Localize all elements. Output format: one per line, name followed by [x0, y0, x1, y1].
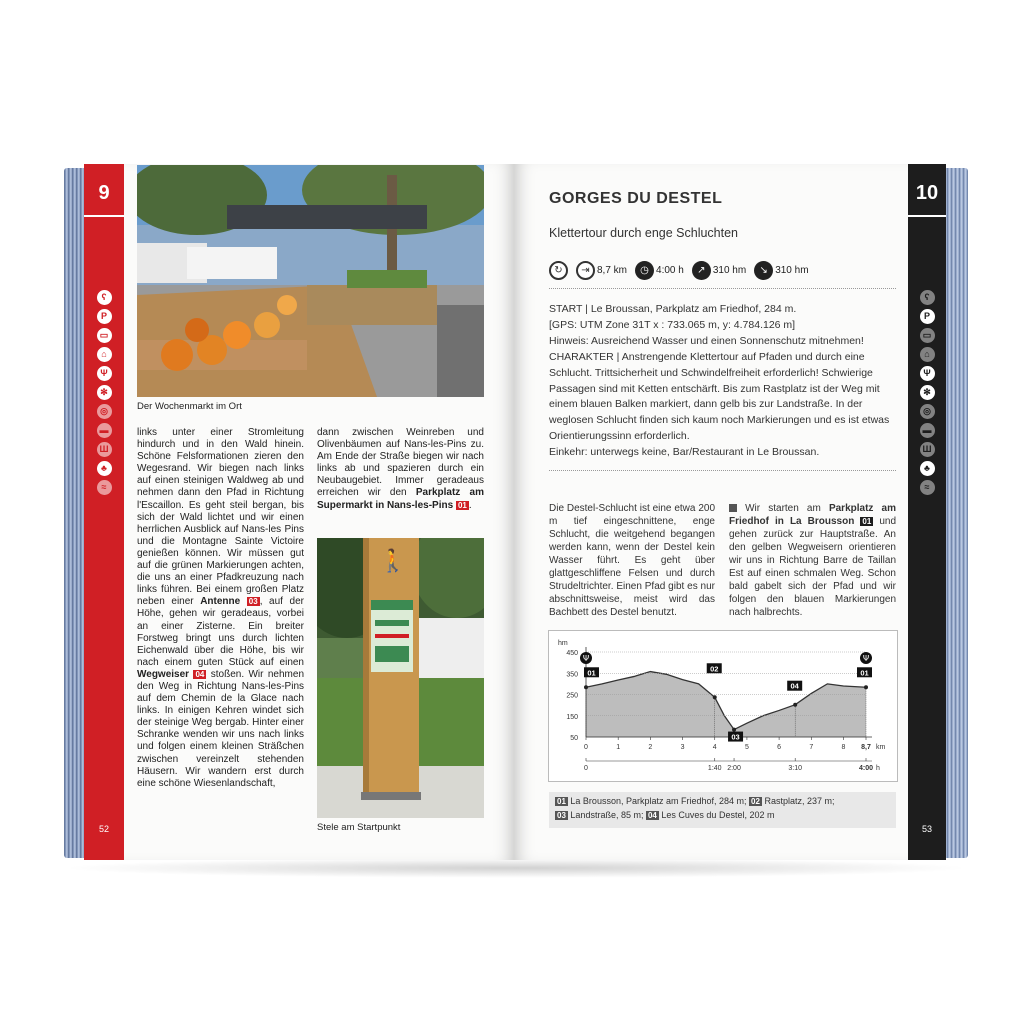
- x-tick-label: 5: [744, 744, 749, 751]
- restaurant-icon-glyph: Ψ: [862, 654, 870, 663]
- waypoint-tag-04: 04: [195, 669, 205, 679]
- tour-title-part-1: GORGES: [549, 190, 623, 207]
- tour-info: [549, 302, 896, 461]
- x-tick-label: 3: [680, 744, 685, 751]
- tour-bar-right: [908, 164, 946, 860]
- waypoint-dot: [584, 685, 588, 689]
- y-axis-label: hm: [558, 640, 568, 647]
- hut-icon: ⌂: [920, 347, 935, 362]
- right-text-column-2: [729, 502, 896, 619]
- x-tick-label: 7: [809, 744, 814, 751]
- museum-icon: Ш: [97, 442, 112, 457]
- waypoint-label: 04: [790, 681, 799, 691]
- text-run: , auf der Höhe, gehen wir geradeaus, vorbei an einer Zisterne. Ein breiter Forstweg bringt uns durch lichten Eichenwald über die Höhe, bis wir nach einem guten Stück auf einen: [137, 596, 304, 668]
- category-icons: [908, 290, 946, 499]
- y-tick-label: 150: [566, 713, 578, 721]
- time-tick-label: 1:40: [707, 765, 722, 772]
- legend-text: Rastplatz, 237 m;: [764, 796, 835, 806]
- x-tick-label: 0: [584, 744, 588, 751]
- info-start: START | Le Broussan, Parkplatz am Friedhof, 284 m.: [549, 303, 797, 315]
- page-number-right: 53: [921, 824, 932, 834]
- page-edges-left: [64, 168, 86, 858]
- swim-icon: ≈: [97, 480, 112, 495]
- waypoint-label: 01: [587, 668, 596, 678]
- x-tick-label: 1: [616, 744, 621, 751]
- legend-tag: 04: [647, 811, 657, 820]
- y-tick-label: 250: [566, 692, 578, 700]
- x-axis-unit: km: [876, 744, 886, 751]
- tour-title: [549, 190, 722, 208]
- waypoint-tag-01: 01: [862, 517, 872, 526]
- x-tick-label: 8,7: [861, 744, 871, 751]
- legend-line-1: [555, 794, 890, 808]
- tour-title-part-2: DU DESTEL: [627, 190, 723, 207]
- y-tick-label: 50: [570, 735, 578, 742]
- legend-text: La Brousson, Parkplatz am Friedhof, 284 m;: [570, 796, 747, 806]
- parking-icon: P: [920, 309, 935, 324]
- restaurant-icon: Ψ: [97, 366, 112, 381]
- legend-tag: 02: [751, 797, 760, 806]
- bus-icon: ▭: [97, 328, 112, 343]
- stat-ascent: 310 hm: [712, 264, 747, 276]
- bike-icon: ◎: [97, 404, 112, 419]
- tour-stats: [549, 259, 817, 281]
- waypoint-label: 02: [710, 664, 719, 674]
- text-run: .: [468, 499, 472, 511]
- divider-dotted: [549, 288, 896, 289]
- legend-line-2: [555, 808, 890, 822]
- waypoint-tag-03: 03: [248, 597, 258, 607]
- photo-caption-market: Der Wochenmarkt im Ort: [137, 401, 242, 412]
- waypoint-tag-01: 01: [457, 500, 467, 510]
- left-text-column-2: [317, 427, 484, 512]
- info-hinweis: Hinweis: Ausreichend Wasser und einen Sonnenschutz mitnehmen!: [549, 334, 864, 347]
- stat-descent: 310 hm: [775, 264, 809, 276]
- signpost-icon: ⇥: [576, 261, 595, 280]
- info-einkehr: Einkehr: unterwegs keine, Bar/Restaurant in Le Broussan.: [549, 446, 820, 459]
- clock-icon: ◷: [635, 261, 654, 280]
- x-tick-label: 6: [777, 744, 782, 751]
- legend-tag: 01: [557, 797, 566, 806]
- info-charakter: CHARAKTER | Anstrengende Klettertour auf Pfaden und durch eine Schlucht. Trittsicherheit und Schwindelfreiheit erforderlich! Schwierige Passagen sind mit Ketten entschärft. Bis zum Rastplatz ist der Weg mit einem blauen Balken markiert, dann gelb bis zur Landstraße. In der weglosen Schlucht finden sich kaum noch Markierungen und es ist etwas Orientierungssinn erforderlich.: [549, 350, 890, 443]
- car-icon: ▬: [920, 423, 935, 438]
- hut-icon: ⌂: [97, 347, 112, 362]
- snowflake-icon: ✻: [97, 385, 112, 400]
- waypoint-dot: [732, 728, 736, 732]
- y-tick-label: 350: [566, 671, 578, 679]
- text-run: stoßen. Wir nehmen den Weg in Richtung Nans-les-Pins auf dem Chemin de la Glace nach links. In einigen Kehren windet sich der steinige Weg bergab. Hinter einer Schranke wenden wir uns nach links und folgen einem kleinen Sträßchen zwischen vereinzelt stehenden Häusern. Wir wandern erst durch eine schöne Wiesenlandschaft,: [137, 668, 304, 789]
- waypoint-label: 03: [731, 732, 740, 742]
- restaurant-icon-glyph: Ψ: [582, 654, 590, 663]
- bear-icon: ʕ: [97, 290, 112, 305]
- left-text-column-1: [137, 427, 304, 790]
- svg-text:🚶: 🚶: [379, 549, 407, 574]
- time-tick-label: 2:00: [727, 765, 741, 772]
- time-tick-label: 3:10: [788, 765, 803, 772]
- tour-number: 10: [908, 182, 946, 217]
- stat-distance: 8,7 km: [597, 264, 628, 276]
- book-shadow: [60, 858, 972, 878]
- text-run: links unter einer Stromleitung hindurch und in den Wald hinein. Schöne Felsformationen zieren den Wegesrand. Wir biegen nach links auf einen steinigen Waldweg ab und nehmen dann den Pfad in Richtung l'Escaillon. Es geht steil bergan, bis sich der Wald lichtet und wir einen herrlichen Ausblick auf Nans-les Pins und die Montagne Sainte Victoire genießen können. Wir müssen gut auf die grünen Markierungen achten, die uns an einer Pfadkreuzung nach links führen. Bei einem großen Platz neben einer: [137, 427, 304, 608]
- legend-text: Landstraße, 85 m;: [570, 810, 644, 820]
- tree-icon: ♣: [920, 461, 935, 476]
- photo-caption-stele: Stele am Startpunkt: [317, 822, 401, 833]
- waypoint-dot: [793, 703, 797, 707]
- right-text-column-1: Die Destel-Schlucht ist eine etwa 200 m tief eingeschnittene, enge Schlucht, die weitgehend begangen werden kann, wenn der Destel kein Wasser führt. Es geht über glattgeschliffene Felsen und durch Strudeltrichter. Einen Pfad gibt es nur abschnittsweise, meist wird das Bachbett des Destel benutzt.: [549, 503, 715, 618]
- legend-tag: 03: [557, 811, 566, 820]
- info-gps: [GPS: UTM Zone 31T x : 733.065 m, y: 4.784.126 m]: [549, 318, 796, 331]
- elevation-profile-chart: [548, 630, 896, 780]
- tour-bar-left: [84, 164, 124, 860]
- text-bold-parkplatz: Parkplatz am Supermarkt in Nans-les-Pins: [317, 487, 484, 511]
- page-edges-right: [944, 168, 968, 858]
- text-bold-antenne: Antenne: [200, 596, 241, 608]
- tour-number: 9: [84, 182, 124, 217]
- stele-photo: [317, 538, 484, 818]
- elevation-area: [586, 672, 866, 737]
- loop-icon: ↻: [549, 261, 568, 280]
- bike-icon: ◎: [920, 404, 935, 419]
- time-axis-unit: h: [876, 765, 880, 772]
- snowflake-icon: ✻: [920, 385, 935, 400]
- divider-dotted: [549, 470, 896, 471]
- descent-icon: ↘: [754, 261, 773, 280]
- legend-text: Les Cuves du Destel, 202 m: [661, 810, 775, 820]
- text-bold-wegweiser: Wegweiser: [137, 668, 190, 680]
- restaurant-icon: Ψ: [920, 366, 935, 381]
- waypoint-dot: [864, 685, 868, 689]
- bear-icon: ʕ: [920, 290, 935, 305]
- start-marker-icon: [729, 504, 737, 512]
- waypoint-legend: [549, 792, 896, 828]
- time-tick-label: 0: [584, 765, 588, 772]
- ascent-icon: ↗: [692, 261, 711, 280]
- x-tick-label: 4: [712, 744, 717, 751]
- time-tick-label: 4:00: [858, 765, 874, 772]
- x-tick-label: 8: [841, 744, 846, 751]
- waypoint-label: 01: [860, 668, 869, 678]
- parking-icon: P: [97, 309, 112, 324]
- tree-icon: ♣: [97, 461, 112, 476]
- text-run: Wir starten am: [737, 503, 829, 514]
- x-tick-label: 2: [648, 744, 653, 751]
- tour-subtitle: Klettertour durch enge Schluchten: [549, 226, 739, 240]
- museum-icon: Ш: [920, 442, 935, 457]
- y-tick-label: 450: [566, 650, 578, 657]
- text-run: und gehen zurück zur Hauptstraße. An den gelben Wegweisern orientieren wir uns in Richtung Barre de Taillan Est auf einen schmalen Weg. Schon bald gabelt sich der Pfad und wir folgen den blauen Markierungen nach halbrechts.: [729, 516, 897, 618]
- market-photo: [137, 165, 484, 397]
- waypoint-dot: [713, 695, 717, 699]
- stat-time: 4:00 h: [656, 264, 684, 276]
- swim-icon: ≈: [920, 480, 935, 495]
- page-number-left: 52: [98, 824, 109, 834]
- bus-icon: ▭: [920, 328, 935, 343]
- text-run: dann zwischen Weinreben und Olivenbäumen auf Nans-les-Pins zu. Am Ende der Straße biegen wir nach links ab und spazieren durch ein Neubaugebiet. Immer geradeaus erreichen wir den: [317, 427, 484, 499]
- text-bold-parkplatz-friedhof: Parkplatz am Friedhof in La Brousson: [729, 503, 896, 527]
- category-icons: [84, 290, 124, 499]
- car-icon: ▬: [97, 423, 112, 438]
